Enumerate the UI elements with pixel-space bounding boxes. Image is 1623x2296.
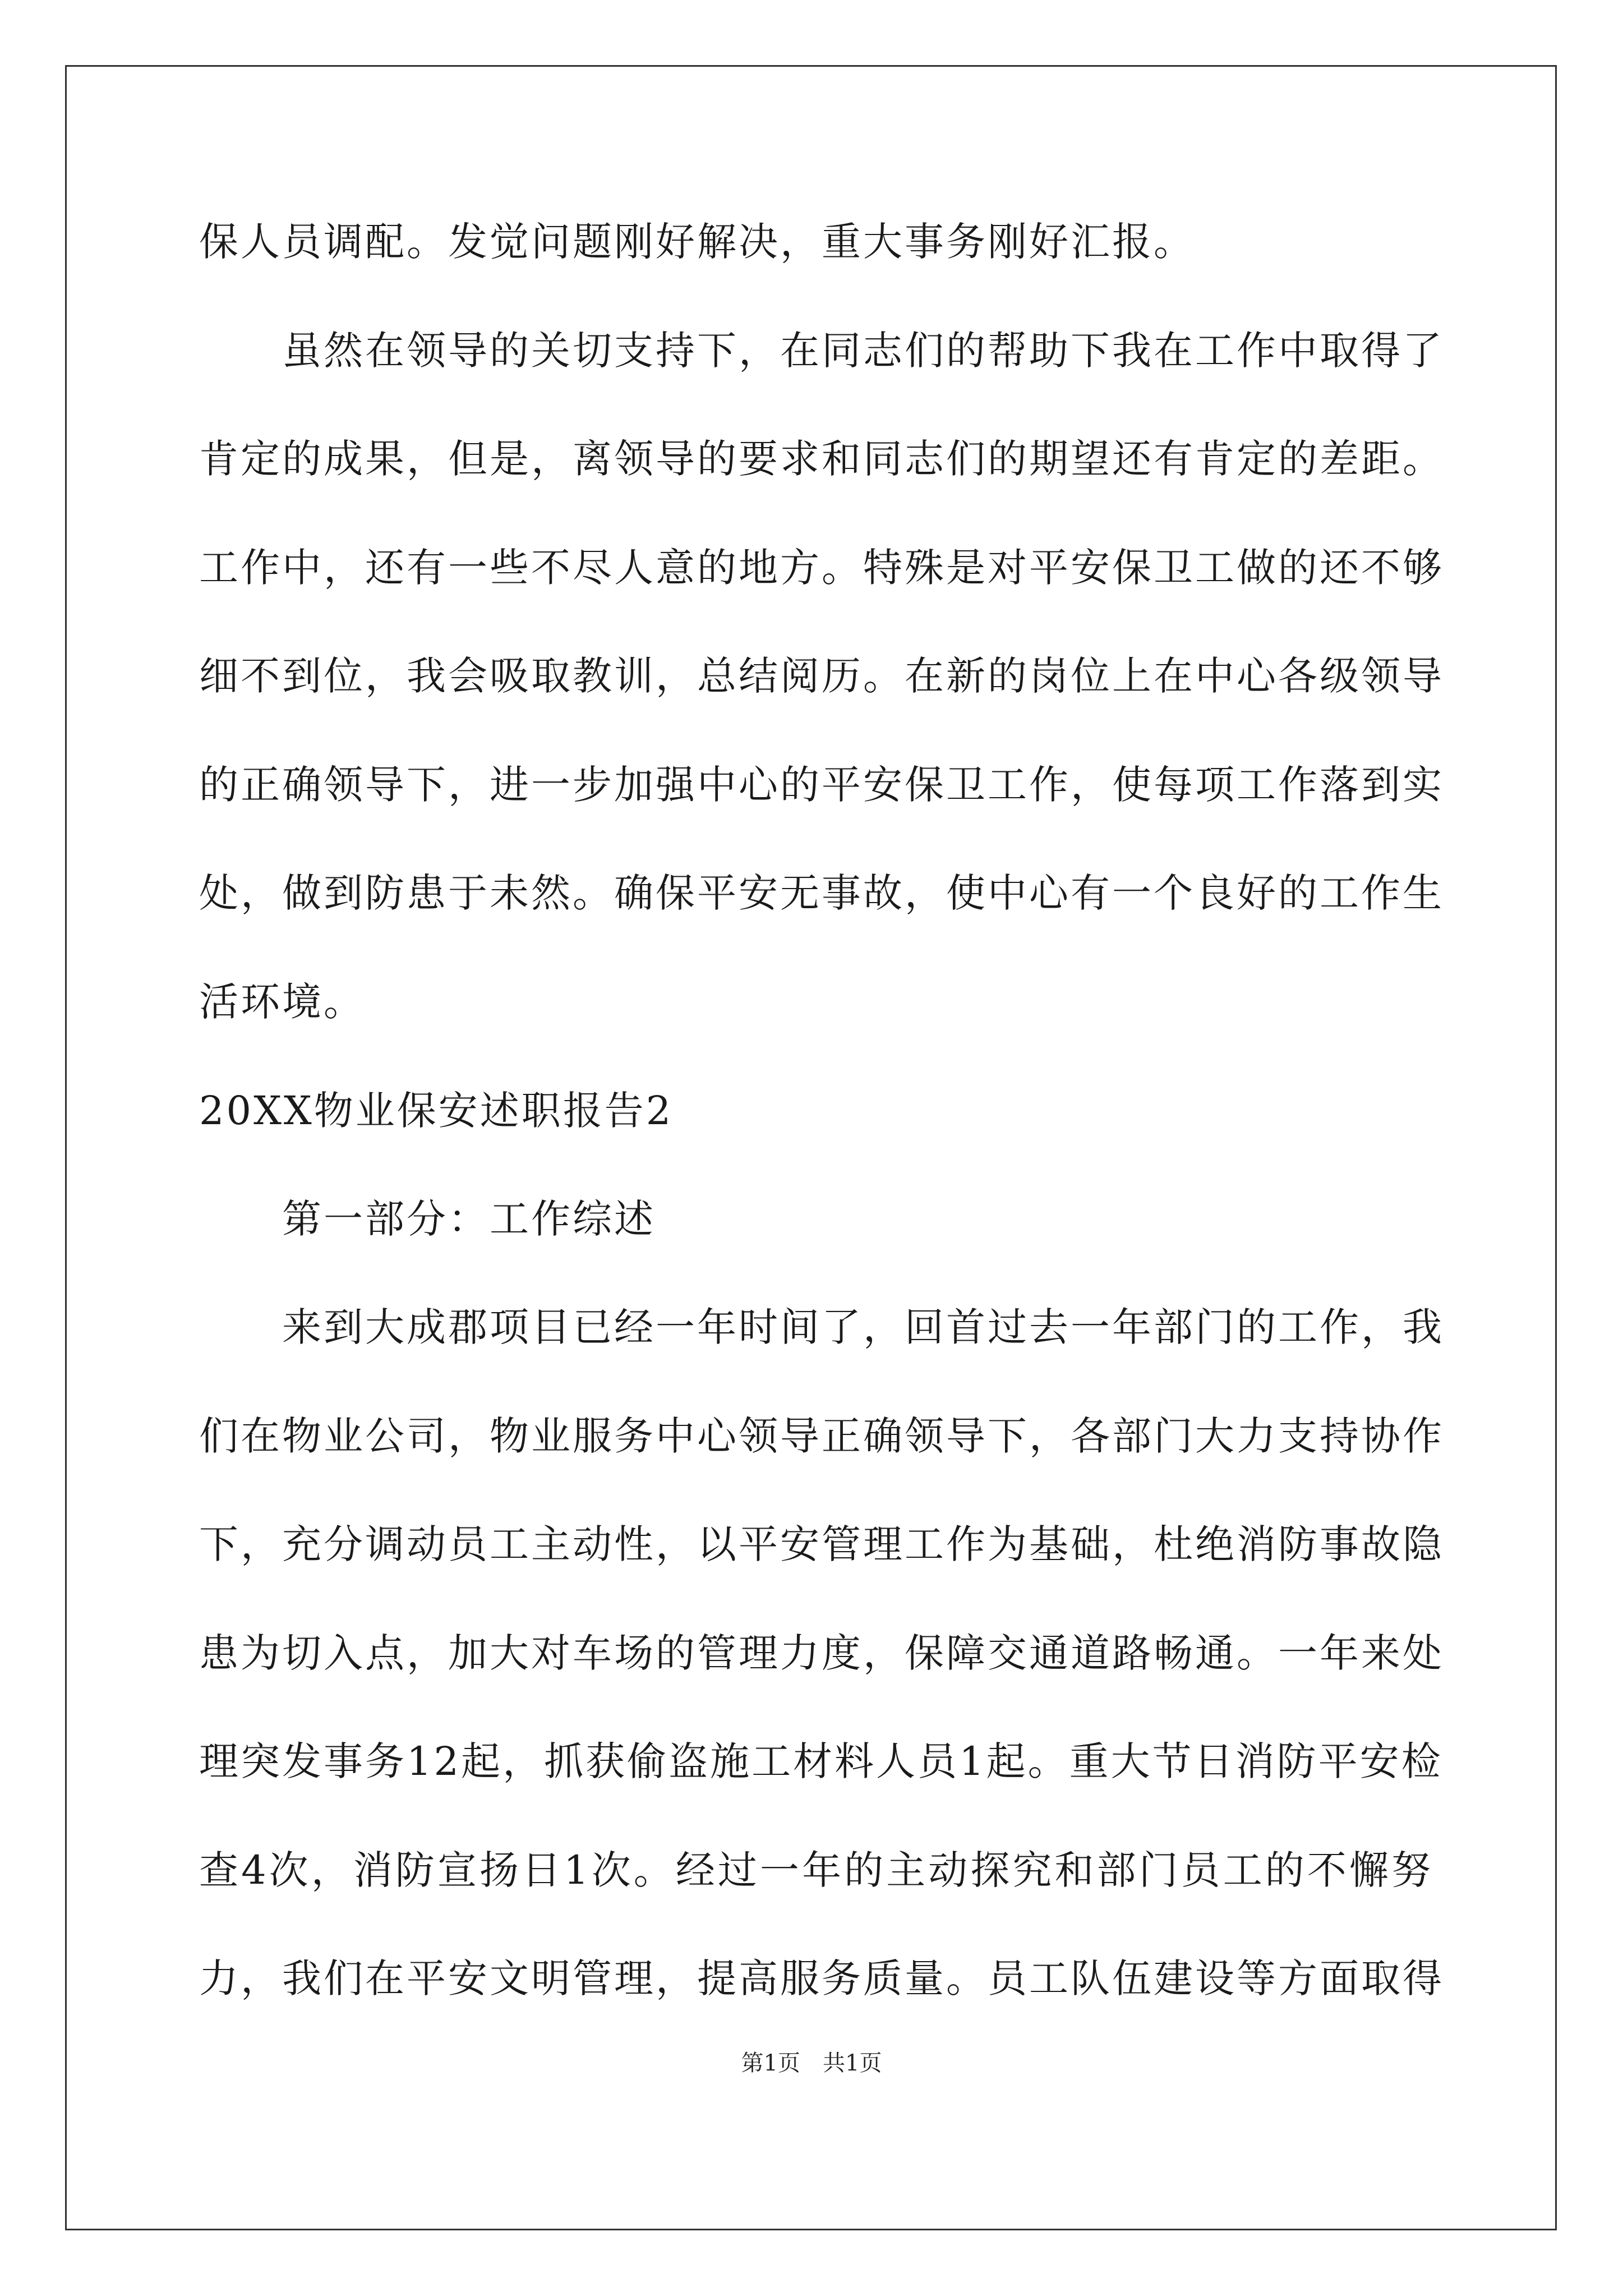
text-line: 的正确领导下，进一步加强中心的平安保卫工作，使每项工作落到实 <box>199 762 1444 808</box>
text-line: 细不到位，我会吸取教训，总结阅历。在新的岗位上在中心各级领导 <box>199 653 1444 699</box>
text-line: 患为切入点，加大对车场的管理力度，保障交通道路畅通。一年来处 <box>199 1630 1444 1676</box>
text-line: 查4次，消防宣扬日1次。经过一年的主动探究和部门员工的不懈努 <box>199 1847 1433 1893</box>
text-line: 虽然在领导的关切支持下，在同志们的帮助下我在工作中取得了 <box>199 328 1444 374</box>
text-line: 工作中，还有一些不尽人意的地方。特殊是对平安保卫工做的还不够 <box>199 545 1444 591</box>
text-line: 处，做到防患于未然。确保平安无事故，使中心有一个良好的工作生 <box>199 870 1444 916</box>
section-heading: 20XX物业保安述职报告2 <box>199 1088 674 1134</box>
text-line: 保人员调配。发觉问题刚好解决，重大事务刚好汇报。 <box>199 219 1195 265</box>
text-line: 下，充分调动员工主动性，以平安管理工作为基础，杜绝消防事故隐 <box>199 1521 1444 1567</box>
text-line: 力，我们在平安文明管理，提高服务质量。员工队伍建设等方面取得 <box>199 1955 1444 2001</box>
page-number-footer: 第1页 共1页 <box>741 2050 882 2076</box>
page-border <box>65 65 1557 2230</box>
text-line: 肯定的成果，但是，离领导的要求和同志们的期望还有肯定的差距。 <box>199 436 1444 482</box>
subsection-heading: 第一部分：工作综述 <box>199 1196 656 1242</box>
text-line: 活环境。 <box>199 979 365 1025</box>
text-line: 来到大成郡项目已经一年时间了，回首过去一年部门的工作，我 <box>199 1304 1444 1350</box>
text-line: 们在物业公司，物业服务中心领导正确领导下，各部门大力支持协作 <box>199 1413 1444 1459</box>
text-line: 理突发事务12起，抓获偷盗施工材料人员1起。重大节日消防平安检 <box>199 1738 1443 1784</box>
